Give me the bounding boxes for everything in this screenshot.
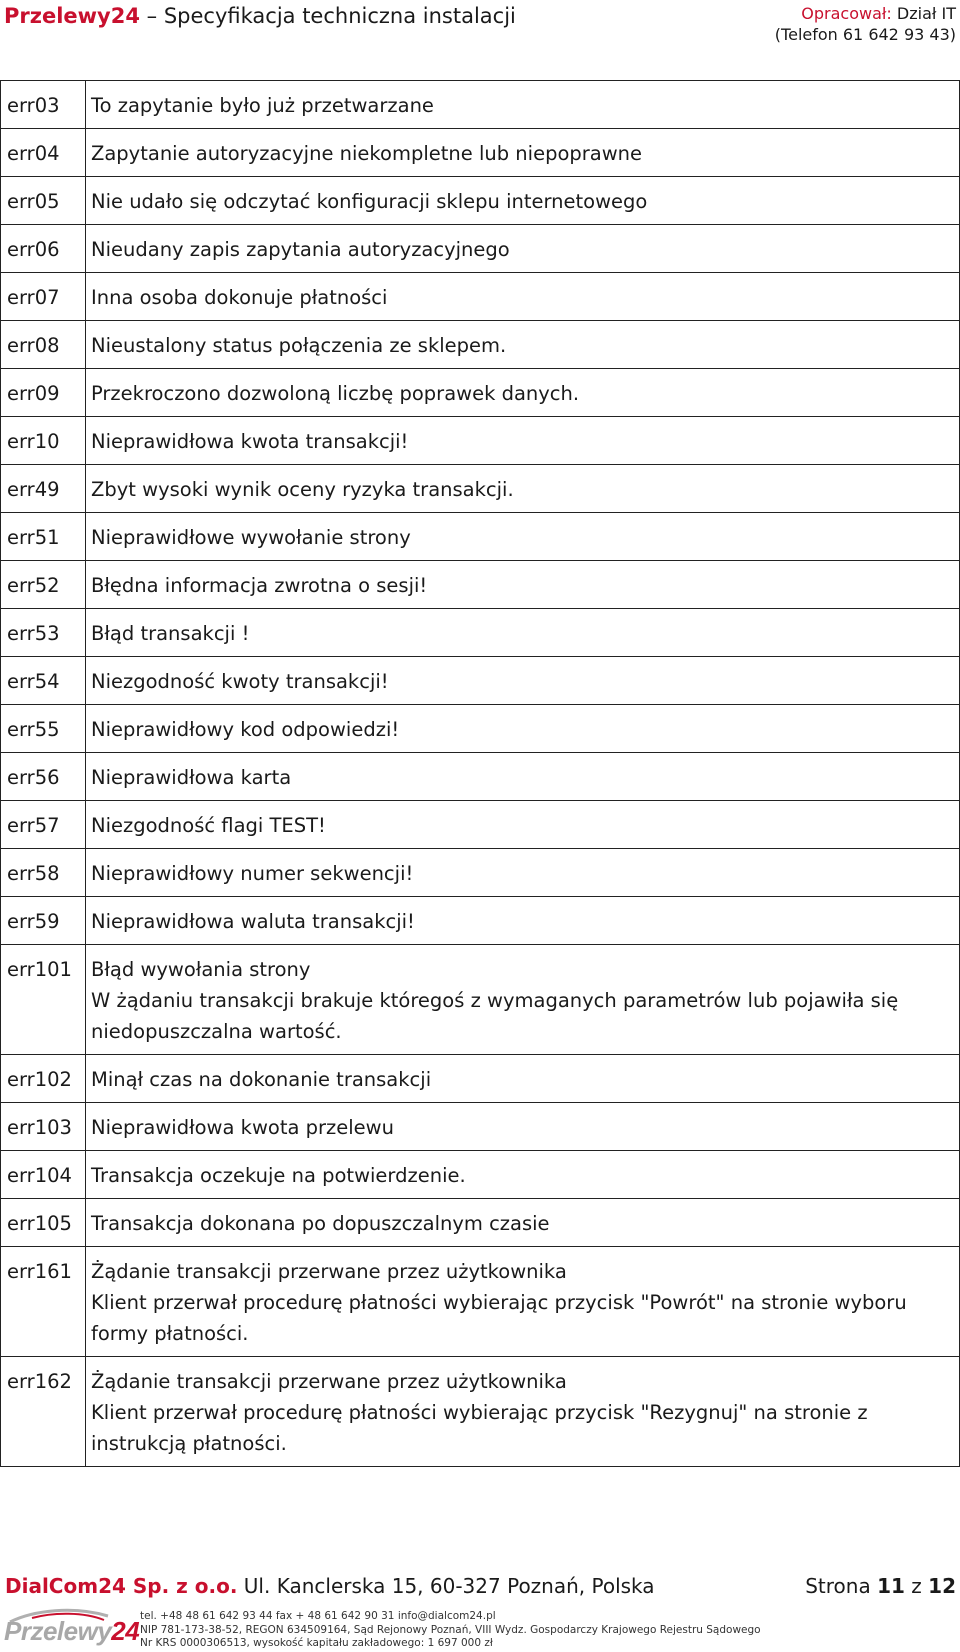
table-row <box>1 1151 960 1199</box>
table-row <box>1 177 960 225</box>
page-total: 12 <box>928 1574 956 1598</box>
error-description <box>86 1151 960 1199</box>
table-row <box>1 705 960 753</box>
error-code: err10 <box>1 417 86 465</box>
page-of: z <box>904 1574 929 1598</box>
error-code: err162 <box>1 1357 86 1467</box>
error-code: err04 <box>1 129 86 177</box>
logo-wordmark <box>4 1616 139 1647</box>
description-line: formy płatności. <box>91 1322 249 1345</box>
error-description <box>86 81 960 129</box>
description-line: Transakcja oczekuje na potwierdzenie. <box>91 1164 466 1187</box>
table-row <box>1 753 960 801</box>
error-description <box>86 561 960 609</box>
error-code: err03 <box>1 81 86 129</box>
logo-text-num: 24 <box>111 1616 140 1646</box>
description-line: Zbyt wysoki wynik oceny ryzyka transakcji. <box>91 478 514 501</box>
przelewy24-logo <box>4 1608 140 1652</box>
error-code: err05 <box>1 177 86 225</box>
description-line: Inna osoba dokonuje płatności <box>91 286 388 309</box>
company-address <box>5 1574 655 1598</box>
description-line: instrukcją płatności. <box>91 1432 287 1455</box>
prepared-by <box>775 3 956 45</box>
table-row <box>1 1357 960 1467</box>
error-code: err08 <box>1 321 86 369</box>
phone-number: (Telefon 61 642 93 43) <box>774 25 956 44</box>
error-description <box>86 1199 960 1247</box>
error-code: err49 <box>1 465 86 513</box>
page-header <box>0 0 960 58</box>
company-name: DialCom24 Sp. z o.o. <box>5 1574 238 1598</box>
legal-info <box>140 1610 761 1651</box>
table-row <box>1 561 960 609</box>
legal-line-krs: Nr KRS 0000306513, wysokość kapitału zakładowego: 1 697 000 zł <box>140 1637 493 1649</box>
table-row <box>1 369 960 417</box>
error-description <box>86 417 960 465</box>
document-subtitle: Specyfikacja techniczna instalacji <box>163 4 516 28</box>
title-separator: – <box>139 4 164 28</box>
error-code: err56 <box>1 753 86 801</box>
error-code: err105 <box>1 1199 86 1247</box>
error-description <box>86 225 960 273</box>
error-code: err09 <box>1 369 86 417</box>
error-code: err07 <box>1 273 86 321</box>
table-row <box>1 513 960 561</box>
table-row <box>1 1055 960 1103</box>
description-line: Nieprawidłowa waluta transakcji! <box>91 910 415 933</box>
description-line: Minął czas na dokonanie transakcji <box>91 1068 432 1091</box>
page-footer <box>0 1566 960 1652</box>
error-description <box>86 897 960 945</box>
error-code: err102 <box>1 1055 86 1103</box>
prepared-value: Dział IT <box>896 4 956 23</box>
description-line: Transakcja dokonana po dopuszczalnym czasie <box>91 1212 550 1235</box>
error-code: err59 <box>1 897 86 945</box>
description-line: Niezgodność kwoty transakcji! <box>91 670 389 693</box>
table-row <box>1 81 960 129</box>
table-row <box>1 897 960 945</box>
page-label: Strona <box>805 1574 878 1598</box>
table-row <box>1 801 960 849</box>
error-code: err55 <box>1 705 86 753</box>
description-line: Błędna informacja zwrotna o sesji! <box>91 574 428 597</box>
table-row <box>1 465 960 513</box>
page-current: 11 <box>877 1574 905 1598</box>
error-description <box>86 321 960 369</box>
description-line: W żądaniu transakcji brakuje któregoś z wymaganych parametrów lub pojawiła się <box>91 989 899 1012</box>
error-description <box>86 753 960 801</box>
error-code: err51 <box>1 513 86 561</box>
description-line: To zapytanie było już przetwarzane <box>91 94 434 117</box>
page-number <box>805 1574 956 1598</box>
error-description <box>86 849 960 897</box>
error-description <box>86 513 960 561</box>
description-line: Nieprawidłowa karta <box>91 766 292 789</box>
prepared-label: Opracował: <box>801 4 897 23</box>
description-line: Klient przerwał procedurę płatności wybierając przycisk "Powrót" na stronie wyboru <box>91 1291 907 1314</box>
table-row <box>1 1103 960 1151</box>
description-line: Zapytanie autoryzacyjne niekompletne lub niepoprawne <box>91 142 643 165</box>
description-line: Nieprawidłowa kwota transakcji! <box>91 430 409 453</box>
description-line: Niezgodność flagi TEST! <box>91 814 326 837</box>
error-code: err101 <box>1 945 86 1055</box>
table-row <box>1 609 960 657</box>
description-line: Nieprawidłowa kwota przelewu <box>91 1116 394 1139</box>
logo-text-main: Przelewy <box>4 1616 112 1646</box>
error-code: err52 <box>1 561 86 609</box>
description-line: Klient przerwał procedurę płatności wybierając przycisk "Rezygnuj" na stronie z <box>91 1401 868 1424</box>
description-line: Nieprawidłowy kod odpowiedzi! <box>91 718 400 741</box>
table-row <box>1 321 960 369</box>
description-line: Żądanie transakcji przerwane przez użytkownika <box>91 1370 567 1393</box>
error-description <box>86 1357 960 1467</box>
error-description <box>86 609 960 657</box>
table-row <box>1 657 960 705</box>
error-codes-body <box>1 81 960 1467</box>
error-code: err103 <box>1 1103 86 1151</box>
description-line: Błąd transakcji ! <box>91 622 250 645</box>
error-description <box>86 273 960 321</box>
legal-line-contact: tel. +48 48 61 642 93 44 fax + 48 61 642 90 31 info@dialcom24.pl <box>140 1610 496 1622</box>
error-code: err161 <box>1 1247 86 1357</box>
table-row <box>1 849 960 897</box>
description-line: Nieustalony status połączenia ze sklepem. <box>91 334 507 357</box>
table-row <box>1 945 960 1055</box>
table-row <box>1 1247 960 1357</box>
table-row <box>1 1199 960 1247</box>
error-description <box>86 177 960 225</box>
description-line: Żądanie transakcji przerwane przez użytkownika <box>91 1260 567 1283</box>
description-line: Nie udało się odczytać konfiguracji sklepu internetowego <box>91 190 648 213</box>
table-row <box>1 225 960 273</box>
error-description <box>86 945 960 1055</box>
document-title <box>4 4 516 28</box>
error-code: err53 <box>1 609 86 657</box>
brand-name: Przelewy24 <box>4 4 140 28</box>
description-line: niedopuszczalna wartość. <box>91 1020 342 1043</box>
address-text: Ul. Kanclerska 15, 60-327 Poznań, Polska <box>237 1574 655 1598</box>
error-description <box>86 465 960 513</box>
description-line: Nieudany zapis zapytania autoryzacyjnego <box>91 238 510 261</box>
error-code: err57 <box>1 801 86 849</box>
description-line: Błąd wywołania strony <box>91 958 311 981</box>
table-row <box>1 129 960 177</box>
table-row <box>1 273 960 321</box>
error-description <box>86 1247 960 1357</box>
error-description <box>86 369 960 417</box>
error-description <box>86 1055 960 1103</box>
error-description <box>86 705 960 753</box>
error-code: err58 <box>1 849 86 897</box>
error-code: err06 <box>1 225 86 273</box>
error-description <box>86 1103 960 1151</box>
error-description <box>86 129 960 177</box>
error-description <box>86 801 960 849</box>
table-row <box>1 417 960 465</box>
error-code: err54 <box>1 657 86 705</box>
error-description <box>86 657 960 705</box>
error-codes-table <box>0 80 960 1467</box>
description-line: Przekroczono dozwoloną liczbę poprawek danych. <box>91 382 580 405</box>
error-code: err104 <box>1 1151 86 1199</box>
legal-line-registry: NIP 781-173-38-52, REGON 634509164, Sąd Rejonowy Poznań, VIII Wydz. Gospodarczy Krajowego Rejestru Sądowego <box>140 1623 761 1636</box>
description-line: Nieprawidłowy numer sekwencji! <box>91 862 414 885</box>
description-line: Nieprawidłowe wywołanie strony <box>91 526 411 549</box>
